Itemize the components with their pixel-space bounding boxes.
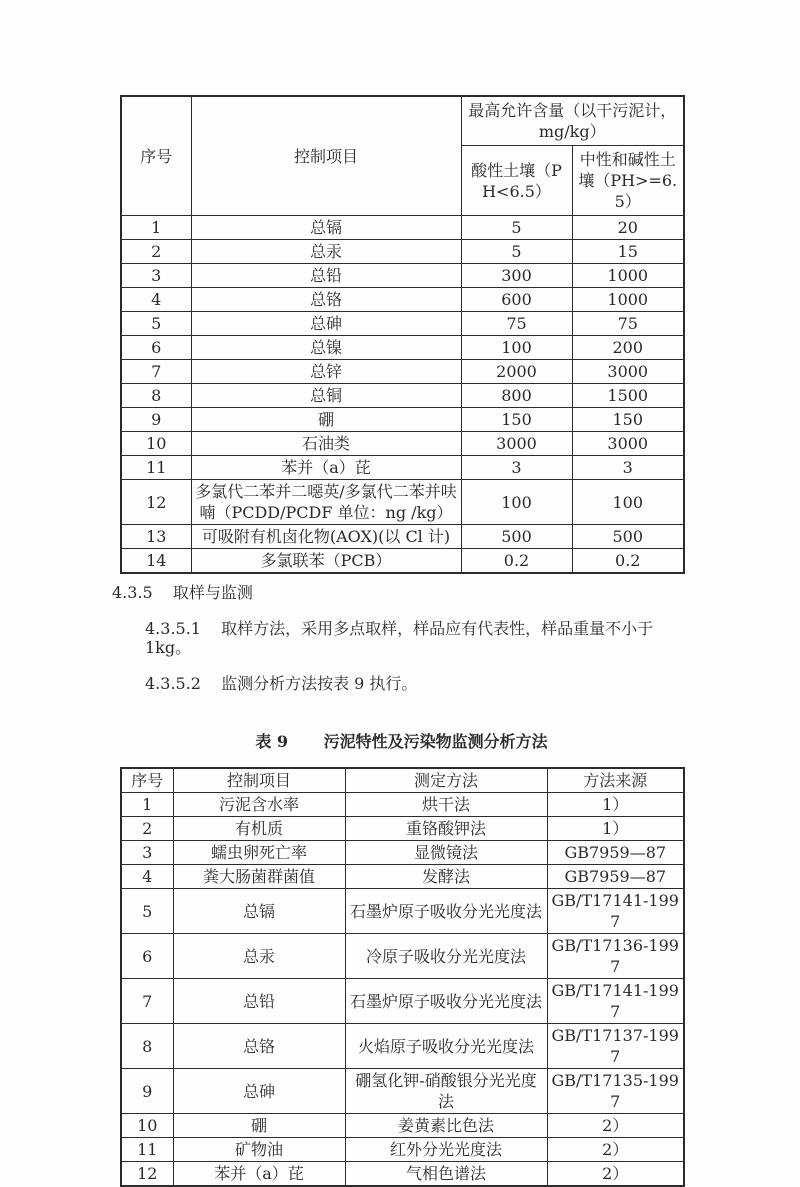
table-row (121, 480, 684, 525)
table-cell: 3000 (461, 432, 572, 456)
table-row (121, 408, 684, 432)
clause-4-3-5-2 (145, 674, 683, 693)
table-row (121, 456, 684, 480)
table-cell: 2000 (461, 360, 572, 384)
table-cell: 粪大肠菌群菌值 (173, 865, 345, 889)
table-row (121, 525, 684, 549)
table-cell: 9 (121, 1069, 173, 1114)
table-cell: 6 (121, 336, 191, 360)
table-row (121, 240, 684, 264)
table-cell: 5 (461, 216, 572, 240)
table-cell: 500 (572, 525, 684, 549)
header-neutral-soil: 中性和碱性土壤（PH>=6.5） (572, 146, 684, 216)
table-row (121, 793, 684, 817)
table-cell: 总镍 (191, 336, 461, 360)
table-cell: 20 (572, 216, 684, 240)
table-row (121, 934, 684, 979)
table-cell: 1 (121, 793, 173, 817)
table-header-row (121, 96, 684, 146)
table-cell: GB/T17135-1997 (547, 1069, 684, 1114)
table-cell: 2 (121, 240, 191, 264)
table-cell: 800 (461, 384, 572, 408)
table-cell: 多氯代二苯并二噁英/多氯代二苯并呋喃（PCDD/PCDF 单位：ng /kg） (191, 480, 461, 525)
table-cell: 5 (121, 312, 191, 336)
table-cell: 硼 (173, 1114, 345, 1138)
table-cell: 总镉 (191, 216, 461, 240)
table-cell: 200 (572, 336, 684, 360)
table-cell: 蠕虫卵死亡率 (173, 841, 345, 865)
header-method: 测定方法 (345, 768, 547, 793)
clause-number: 4.3.5 (112, 583, 153, 602)
table-cell: 烘干法 (345, 793, 547, 817)
table-cell: 4 (121, 865, 173, 889)
table-cell: 总镉 (173, 889, 345, 934)
table-row (121, 549, 684, 574)
table-cell: 红外分光光度法 (345, 1138, 547, 1162)
header-seq: 序号 (121, 768, 173, 793)
table-cell: 1） (547, 817, 684, 841)
table-header-row (121, 768, 684, 793)
table-row (121, 360, 684, 384)
table-cell: 100 (461, 336, 572, 360)
table-cell: GB7959—87 (547, 841, 684, 865)
table-cell: 总汞 (191, 240, 461, 264)
table-row (121, 841, 684, 865)
table-cell: 显微镜法 (345, 841, 547, 865)
table-cell: 1000 (572, 264, 684, 288)
table-cell: 2 (121, 817, 173, 841)
table-cell: 14 (121, 549, 191, 574)
table-cell: 3000 (572, 360, 684, 384)
table-cell: 0.2 (461, 549, 572, 574)
table-row (121, 384, 684, 408)
table-cell: 4 (121, 288, 191, 312)
table-row (121, 432, 684, 456)
table-row (121, 979, 684, 1024)
table-cell: 1） (547, 793, 684, 817)
table-cell: 硼 (191, 408, 461, 432)
table9-caption-label: 表 9 (255, 732, 289, 751)
table-cell: 7 (121, 360, 191, 384)
table-cell: 1500 (572, 384, 684, 408)
table9-caption-title: 污泥特性及污染物监测分析方法 (323, 732, 548, 751)
table-cell: 600 (461, 288, 572, 312)
table-cell: 3 (572, 456, 684, 480)
table-cell: 石墨炉原子吸收分光光度法 (345, 979, 547, 1024)
table-cell: 冷原子吸收分光光度法 (345, 934, 547, 979)
table-cell: 10 (121, 432, 191, 456)
clause-4-3-5-1 (145, 619, 683, 657)
sludge-limits-table-header (121, 96, 684, 216)
table-cell: 重铬酸钾法 (345, 817, 547, 841)
table-cell: 75 (572, 312, 684, 336)
header-control-item: 控制项目 (191, 96, 461, 216)
table-cell: GB/T17141-1997 (547, 979, 684, 1024)
table-cell: 发酵法 (345, 865, 547, 889)
table-row (121, 1162, 684, 1187)
monitoring-methods-table-body (121, 793, 684, 1187)
table-cell: 2） (547, 1138, 684, 1162)
table-cell: 3 (121, 841, 173, 865)
table-cell: 0.2 (572, 549, 684, 574)
header-max-content: 最高允许含量（以干污泥计，mg/kg） (461, 96, 684, 146)
header-acid-soil: 酸性土壤（PH<6.5） (461, 146, 572, 216)
table-row (121, 889, 684, 934)
table-row (121, 1024, 684, 1069)
clause-text: 取样与监测 (172, 583, 253, 602)
table-cell: GB/T17137-1997 (547, 1024, 684, 1069)
table-cell: 2） (547, 1162, 684, 1187)
table-cell: 13 (121, 525, 191, 549)
header-control-item: 控制项目 (173, 768, 345, 793)
table-cell: GB/T17141-1997 (547, 889, 684, 934)
table-cell: 姜黄素比色法 (345, 1114, 547, 1138)
table-cell: 总锌 (191, 360, 461, 384)
table-row (121, 1138, 684, 1162)
table-cell: 2） (547, 1114, 684, 1138)
clause-text: 监测分析方法按表 9 执行。 (221, 674, 418, 693)
table-cell: 150 (461, 408, 572, 432)
monitoring-methods-table (120, 767, 685, 1187)
table-cell: 石墨炉原子吸收分光光度法 (345, 889, 547, 934)
table-cell: 总铅 (191, 264, 461, 288)
table-cell: GB/T17136-1997 (547, 934, 684, 979)
section-4-3-5-heading (112, 583, 683, 602)
table-cell: 气相色谱法 (345, 1162, 547, 1187)
table-cell: 总砷 (191, 312, 461, 336)
table-cell: 有机质 (173, 817, 345, 841)
table-row (121, 216, 684, 240)
table-row (121, 865, 684, 889)
table-cell: 100 (461, 480, 572, 525)
table9-caption (120, 729, 683, 752)
table-row (121, 312, 684, 336)
monitoring-methods-table-header (121, 768, 684, 793)
table-cell: 5 (461, 240, 572, 264)
table-cell: 6 (121, 934, 173, 979)
clause-text: 取样方法，采用多点取样，样品应有代表性，样品重量不小于 1kg。 (145, 619, 654, 657)
table-cell: 7 (121, 979, 173, 1024)
table-row (121, 336, 684, 360)
table-cell: 可吸附有机卤化物(AOX)(以 Cl 计) (191, 525, 461, 549)
table-cell: 8 (121, 384, 191, 408)
table-cell: 12 (121, 480, 191, 525)
table-cell: 污泥含水率 (173, 793, 345, 817)
table-row (121, 288, 684, 312)
table-cell: 150 (572, 408, 684, 432)
table-cell: 15 (572, 240, 684, 264)
table-cell: 3 (121, 264, 191, 288)
table-cell: 总汞 (173, 934, 345, 979)
table-cell: 总铬 (191, 288, 461, 312)
table-cell: 11 (121, 456, 191, 480)
table-cell: 10 (121, 1114, 173, 1138)
table-cell: 苯并（a）芘 (173, 1162, 345, 1187)
table-cell: 总铅 (173, 979, 345, 1024)
table-cell: 3 (461, 456, 572, 480)
table-row (121, 817, 684, 841)
table-cell: 石油类 (191, 432, 461, 456)
table-cell: 500 (461, 525, 572, 549)
table-cell: 多氯联苯（PCB） (191, 549, 461, 574)
table-cell: 硼氢化钾-硝酸银分光光度法 (345, 1069, 547, 1114)
sludge-limits-table (120, 95, 685, 574)
clause-number: 4.3.5.1 (145, 619, 201, 638)
table-cell: 苯并（a）芘 (191, 456, 461, 480)
table-cell: 5 (121, 889, 173, 934)
table-cell: 11 (121, 1138, 173, 1162)
table-cell: 75 (461, 312, 572, 336)
table-row (121, 1114, 684, 1138)
table-cell: 总铬 (173, 1024, 345, 1069)
header-seq: 序号 (121, 96, 191, 216)
table-cell: GB7959—87 (547, 865, 684, 889)
table-cell: 1 (121, 216, 191, 240)
table-cell: 12 (121, 1162, 173, 1187)
table-cell: 9 (121, 408, 191, 432)
table-cell: 100 (572, 480, 684, 525)
table-cell: 3000 (572, 432, 684, 456)
table-row (121, 264, 684, 288)
table-cell: 1000 (572, 288, 684, 312)
table-cell: 总砷 (173, 1069, 345, 1114)
sludge-limits-table-body (121, 216, 684, 574)
table-cell: 8 (121, 1024, 173, 1069)
table-cell: 矿物油 (173, 1138, 345, 1162)
clause-number: 4.3.5.2 (145, 674, 201, 693)
table-cell: 300 (461, 264, 572, 288)
header-method-source: 方法来源 (547, 768, 684, 793)
table-cell: 总铜 (191, 384, 461, 408)
table-row (121, 1069, 684, 1114)
table-cell: 火焰原子吸收分光光度法 (345, 1024, 547, 1069)
